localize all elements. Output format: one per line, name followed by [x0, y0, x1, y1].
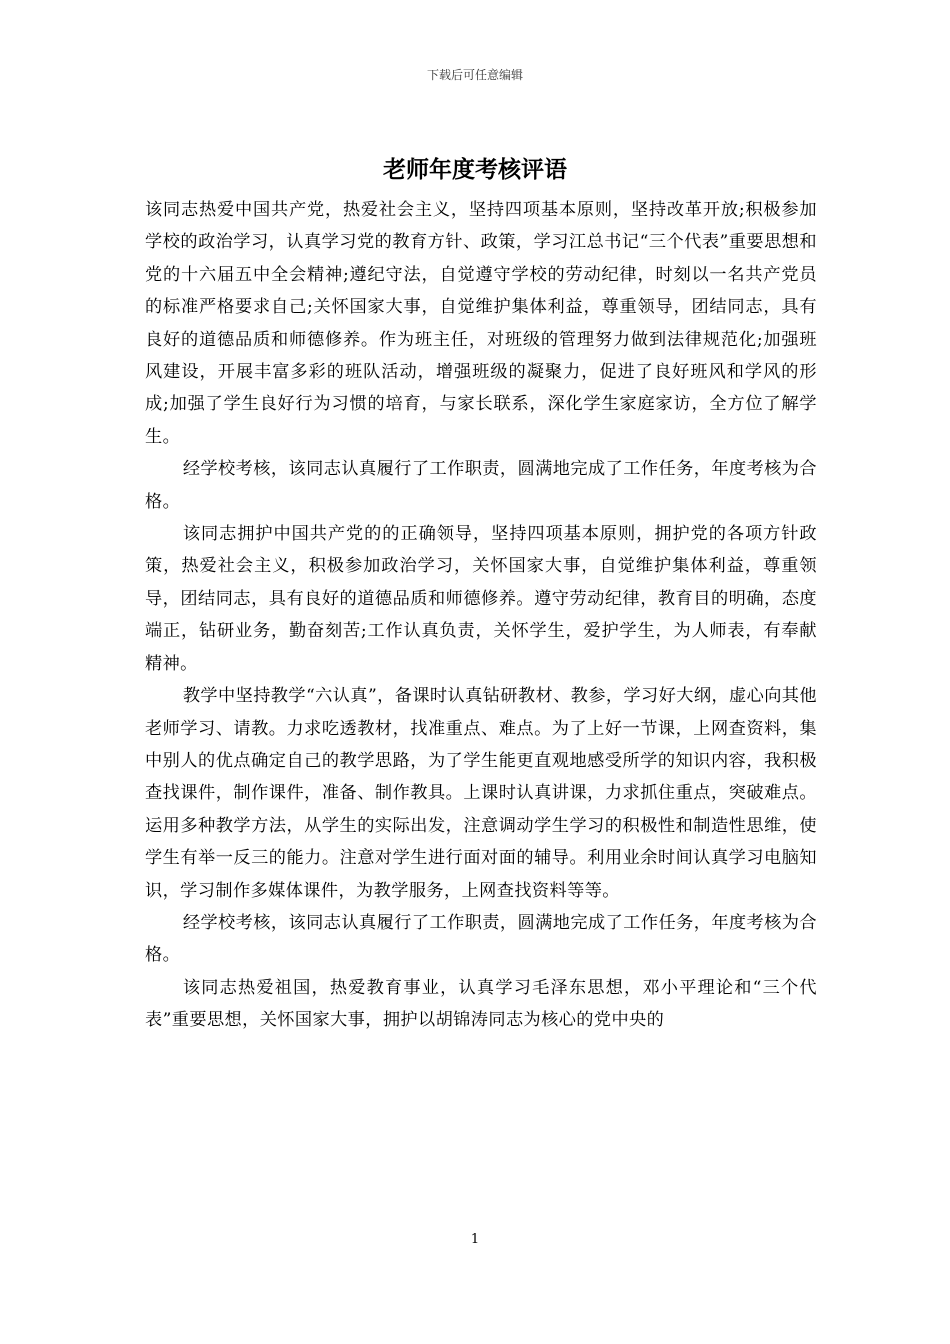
paragraph-5: 经学校考核，该同志认真履行了工作职责，圆满地完成了工作任务，年度考核为合格。 — [145, 912, 817, 966]
document-title: 老师年度考核评语 — [383, 156, 567, 183]
page-number: 1 — [470, 1232, 480, 1247]
paragraph-3: 该同志拥护中国共产党的的正确领导，坚持四项基本原则，拥护党的各项方针政策，热爱社会主义，积极参加政治学习，关怀国家大事，自觉维护集体利益，尊重领导，团结同志，具有良好的道德品质和师德修养。遵守劳动纪律，教育目的明确，态度端正，钻研业务，勤奋刻苦;工作认真负责，关怀学生，爱护学生，为人师表，有奉献精神。 — [145, 524, 817, 674]
header-note: 下载后可任意编辑 — [426, 68, 523, 82]
paragraph-2: 经学校考核，该同志认真履行了工作职责，圆满地完成了工作任务，年度考核为合格。 — [145, 459, 817, 512]
document-body — [145, 194, 817, 1037]
paragraph-6: 该同志热爱祖国，热爱教育事业，认真学习毛泽东思想，邓小平理论和“三个代表”重要思想，关怀国家大事，拥护以胡锦涛同志为核心的党中央的 — [145, 977, 817, 1031]
paragraph-4: 教学中坚持教学“六认真”，备课时认真钻研教材、教参，学习好大纲，虚心向其他老师学习、请教。力求吃透教材，找准重点、难点。为了上好一节课，上网查资料，集中别人的优点确定自己的教学思路，为了学生能更直观地感受所学的知识内容，我积极查找课件，制作课件，准备、制作教具。上课时认真讲课，力求抓住重点，突破难点。运用多种教学方法，从学生的实际出发，注意调动学生学习的积极性和制造性思维，使学生有举一反三的能力。注意对学生进行面对面的辅导。利用业余时间认真学习电脑知识，学习制作多媒体课件，为教学服务，上网查找资料等等。 — [145, 686, 817, 901]
paragraph-1: 该同志热爱中国共产党，热爱社会主义，坚持四项基本原则，坚持改革开放;积极参加学校的政治学习，认真学习党的教育方针、政策，学习江总书记“三个代表”重要思想和党的十六届五中全会精神;遵纪守法，自觉遵守学校的劳动纪律，时刻以一名共产党员的标准严格要求自己;关怀国家大事，自觉维护集体利益，尊重领导，团结同志，具有良好的道德品质和师德修养。作为班主任，对班级的管理努力做到法律规范化;加强班风建设，开展丰富多彩的班队活动，增强班级的凝聚力，促进了良好班风和学风的形成;加强了学生良好行为习惯的培育，与家长联系，深化学生家庭家访，全方位了解学生。 — [145, 200, 817, 447]
